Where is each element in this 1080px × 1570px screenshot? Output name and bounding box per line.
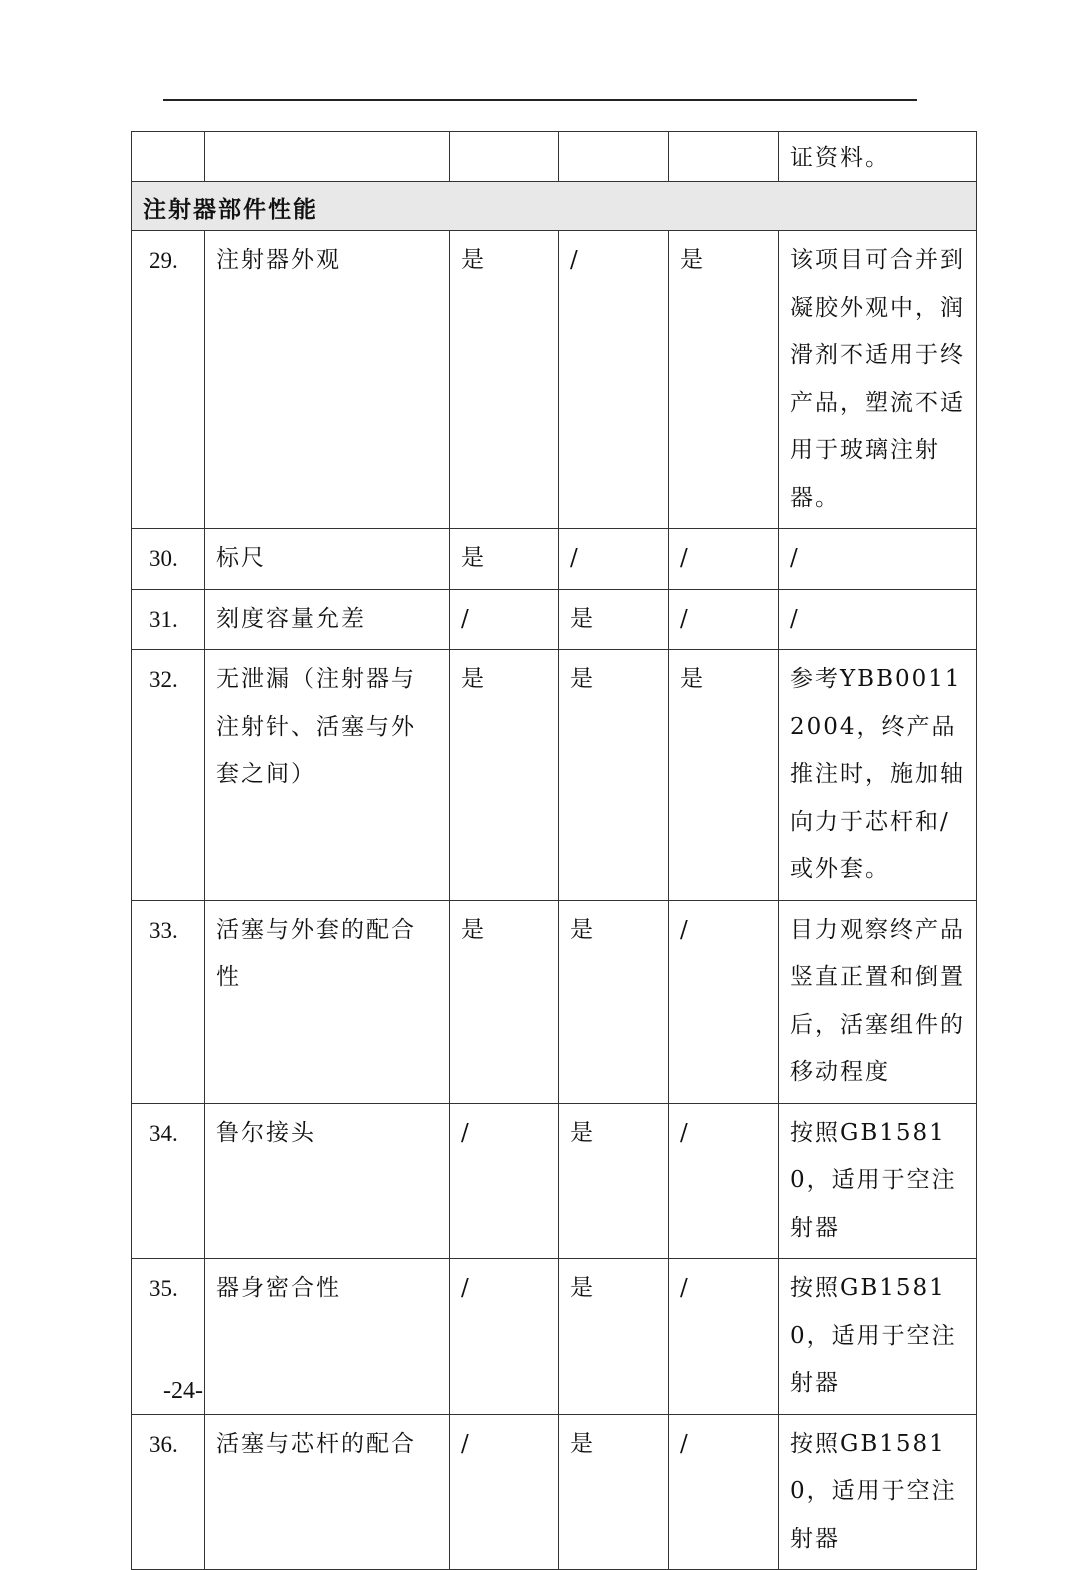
cell-no bbox=[132, 132, 205, 182]
cell-c3 bbox=[669, 132, 779, 182]
table-row bbox=[132, 650, 977, 901]
cell-c3: 是 bbox=[669, 231, 779, 529]
cell-remark: 按照GB15810，适用于空注射器 bbox=[779, 1103, 977, 1259]
cell-c3: 是 bbox=[669, 650, 779, 901]
table-row bbox=[132, 1414, 977, 1570]
cell-remark: / bbox=[779, 529, 977, 590]
cell-c2: 是 bbox=[559, 589, 669, 650]
cell-remark: 按照GB15810，适用于空注射器 bbox=[779, 1259, 977, 1415]
cell-c1: 是 bbox=[450, 529, 559, 590]
cell-c1: / bbox=[450, 1414, 559, 1570]
cell-remark: 目力观察终产品竖直正置和倒置后，活塞组件的移动程度 bbox=[779, 900, 977, 1103]
cell-item: 活塞与外套的配合性 bbox=[205, 900, 450, 1103]
cell-item bbox=[205, 132, 450, 182]
cell-no: 31. bbox=[132, 589, 205, 650]
table-row bbox=[132, 529, 977, 590]
cell-item: 鲁尔接头 bbox=[205, 1103, 450, 1259]
cell-c3: / bbox=[669, 529, 779, 590]
cell-c2: 是 bbox=[559, 650, 669, 901]
cell-c2: 是 bbox=[559, 1259, 669, 1415]
cell-item: 器身密合性 bbox=[205, 1259, 450, 1415]
cell-no: 34. bbox=[132, 1103, 205, 1259]
cell-c2: / bbox=[559, 231, 669, 529]
cell-c3: / bbox=[669, 1259, 779, 1415]
table-row-continued bbox=[132, 132, 977, 182]
cell-c1: / bbox=[450, 1259, 559, 1415]
cell-c1: 是 bbox=[450, 900, 559, 1103]
cell-c3: / bbox=[669, 589, 779, 650]
cell-c2: / bbox=[559, 529, 669, 590]
cell-item: 标尺 bbox=[205, 529, 450, 590]
cell-item: 注射器外观 bbox=[205, 231, 450, 529]
cell-no: 29. bbox=[132, 231, 205, 529]
cell-c2 bbox=[559, 132, 669, 182]
table-row bbox=[132, 900, 977, 1103]
cell-item: 无泄漏（注射器与注射针、活塞与外套之间） bbox=[205, 650, 450, 901]
cell-remark: 该项目可合并到凝胶外观中，润滑剂不适用于终产品，塑流不适用于玻璃注射器。 bbox=[779, 231, 977, 529]
cell-no: 30. bbox=[132, 529, 205, 590]
table-row bbox=[132, 589, 977, 650]
cell-c1: 是 bbox=[450, 650, 559, 901]
cell-c3: / bbox=[669, 900, 779, 1103]
cell-c3: / bbox=[669, 1414, 779, 1570]
section-title: 注射器部件性能 bbox=[132, 182, 977, 231]
table-row bbox=[132, 231, 977, 529]
cell-no: 33. bbox=[132, 900, 205, 1103]
cell-c2: 是 bbox=[559, 1414, 669, 1570]
cell-remark: 参考YBB00112004，终产品推注时，施加轴向力于芯杆和/或外套。 bbox=[779, 650, 977, 901]
cell-c3: / bbox=[669, 1103, 779, 1259]
cell-no: 32. bbox=[132, 650, 205, 901]
section-row bbox=[132, 182, 977, 231]
header-rule bbox=[163, 99, 917, 101]
table-row bbox=[132, 1259, 977, 1415]
cell-c1: / bbox=[450, 1103, 559, 1259]
table-row bbox=[132, 1103, 977, 1259]
cell-c1 bbox=[450, 132, 559, 182]
cell-c2: 是 bbox=[559, 900, 669, 1103]
cell-item: 活塞与芯杆的配合 bbox=[205, 1414, 450, 1570]
cell-item: 刻度容量允差 bbox=[205, 589, 450, 650]
cell-remark: 按照GB15810，适用于空注射器 bbox=[779, 1414, 977, 1570]
cell-c1: 是 bbox=[450, 231, 559, 529]
cell-c1: / bbox=[450, 589, 559, 650]
cell-no: 35. bbox=[132, 1259, 205, 1415]
cell-c2: 是 bbox=[559, 1103, 669, 1259]
page-number: -24- bbox=[163, 1378, 203, 1404]
cell-remark: / bbox=[779, 589, 977, 650]
cell-remark: 证资料。 bbox=[779, 132, 977, 182]
spec-table bbox=[131, 131, 977, 1570]
cell-no: 36. bbox=[132, 1414, 205, 1570]
